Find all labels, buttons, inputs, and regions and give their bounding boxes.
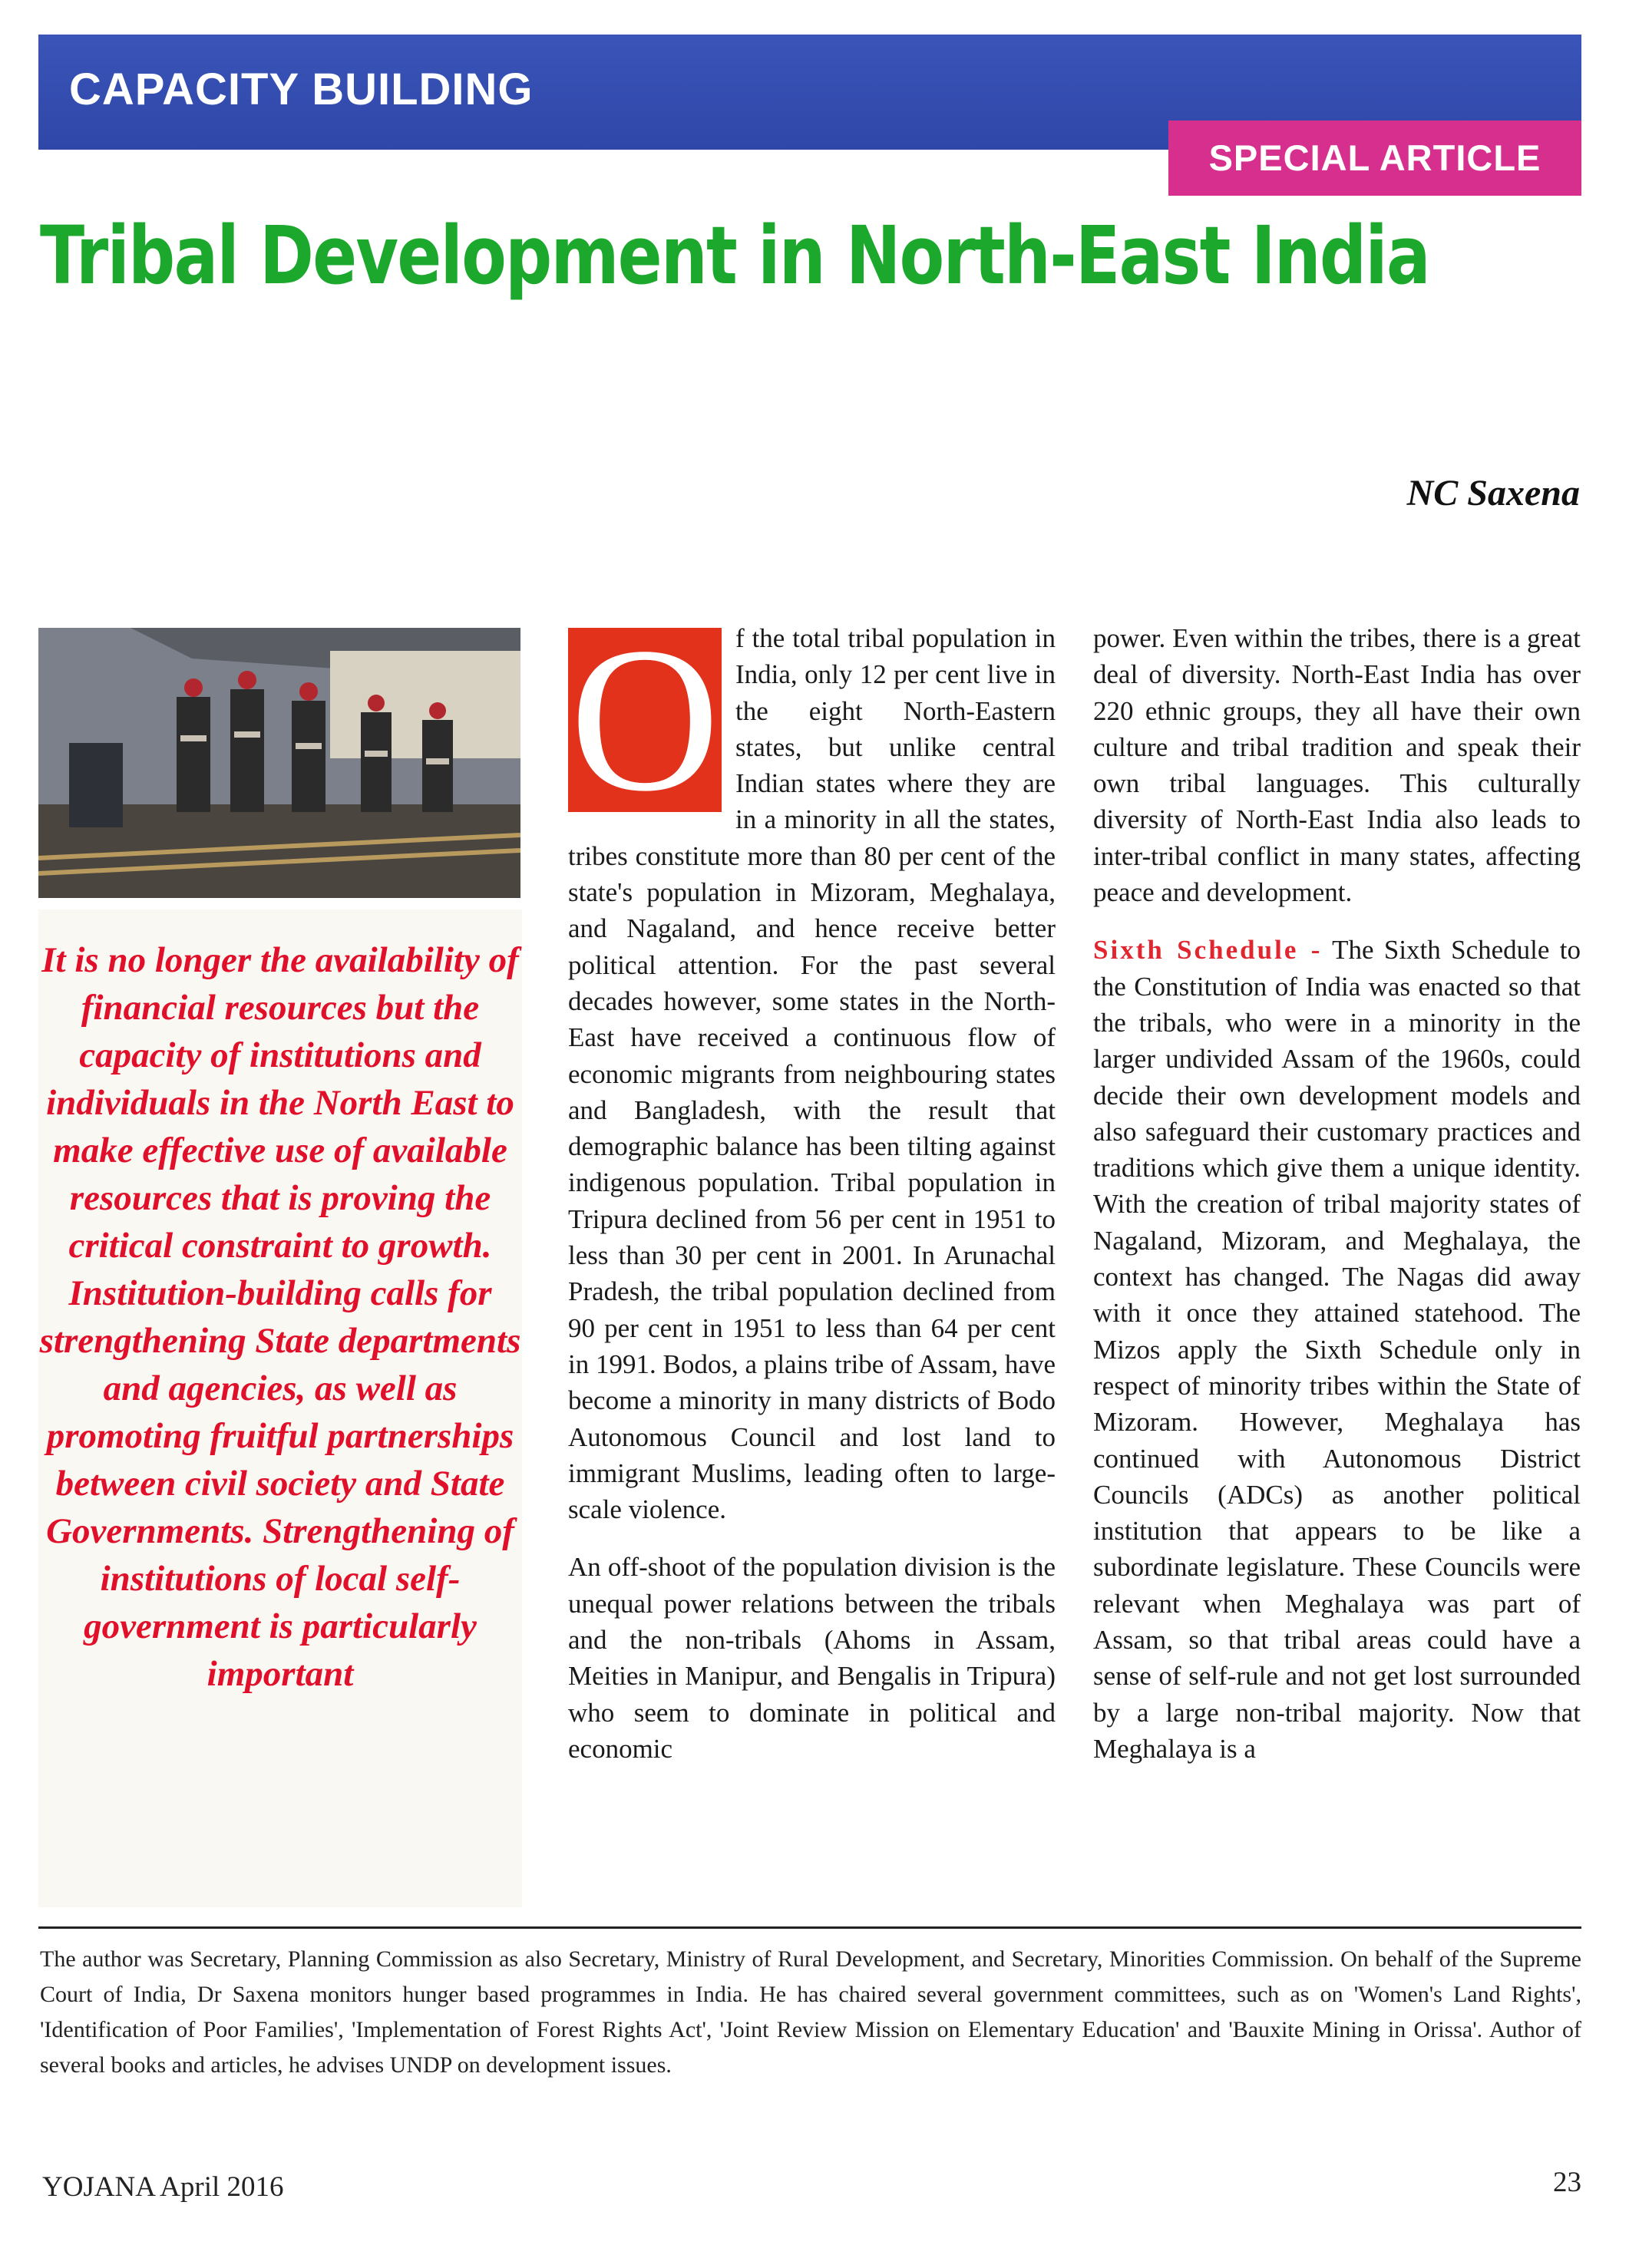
footnote-divider: [38, 1926, 1581, 1929]
magazine-footer: YOJANA April 2016: [42, 2171, 284, 2203]
section-label: CAPACITY BUILDING: [69, 64, 534, 114]
subhead-sixth-schedule: Sixth Schedule -: [1093, 935, 1323, 966]
dance-photo-illustration: [38, 628, 520, 898]
article-column-1: [568, 605, 1056, 1788]
page-number: 23: [1553, 2167, 1581, 2198]
paragraph-offshoot: An off-shoot of the population division is the unequal power relations between the tribals and the non-tribals (Ahoms in Assam, Meities in Manipur, and Bengalis in Tripura) who seem to dominate in political and economic: [568, 1552, 1056, 1764]
dance-photo: [38, 628, 520, 898]
author-byline: NC Saxena: [1406, 473, 1580, 513]
article-title: Tribal Development in North-East India: [40, 209, 1429, 302]
author-footnote: The author was Secretary, Planning Commission as also Secretary, Ministry of Rural Development, and Secretary, Minorities Commission. On behalf of the Supreme Court of India, Dr Saxena monitors hunger based programmes in India. He has chaired several government committees, such as on 'Women's Land Rights', 'Identification of Poor Families', 'Implementation of Forest Rights Act', 'Joint Review Mission on Elementary Education' and 'Bauxite Mining in Orissa'. Author of several books and articles, he advises UNDP on development issues.: [40, 1946, 1581, 2078]
article-column-2: [1093, 620, 1581, 1788]
pull-quote: It is no longer the availability of financial resources but the capacity of institutions and individuals in the North East to make effective use of available resources that is proving the critical constraint to growth. Institution-building calls for strengthening State departments and agencies, as well as promoting fruitful partnerships between civil society and State Governments. Strengthening of institutions of local self-government is particularly important: [38, 910, 522, 1907]
paragraph-intro-text: f the total tribal population in India, only 12 per cent live in the eight North-Eastern states, but unlike central Indian states where they are in a minority in all the states, tribes constitute more than 80 per cent of the state's population in Mizoram, Meghalaya, and Nagaland, and hence receive better political attention. For the past several decades however, some states in the North-East have received a continuous flow of economic migrants from neighbouring states and Bangladesh, with the result that demographic balance has been tilting against indigenous population. Tribal population in Tripura declined from 56 per cent in 1951 to less than 30 per cent in 2001. In Arunachal Pradesh, the tribal population declined from 90 per cent in 1951 to less than 64 per cent in 1991. Bodos, a plains tribe of Assam, have become a minority in many districts of Bodo Autonomous Council and lost land to immigrant Muslims, leading often to large-scale violence.: [568, 623, 1056, 1525]
drop-cap: O: [568, 628, 722, 812]
paragraph-sixth-schedule-text: The Sixth Schedule to the Constitution of India was enacted so that the tribals, who were in a minority in the larger undivided Assam of the 1960s, could decide their own development models and also safeguard their customary practices and traditions which give them a unique identity. With the creation of tribal majority states of Nagaland, Mizoram, and Meghalaya, the context has changed. The Nagas did away with it once they attained statehood. The Mizos apply the Sixth Schedule only in respect of minority tribes within the State of Mizoram. However, Meghalaya has continued with Autonomous District Councils (ADCs) as another political institution that appears to be like a subordinate legislature. These Councils were relevant when Meghalaya was part of Assam, so that tribal areas could have a sense of self-rule and not get lost surrounded by a large non-tribal majority. Now that Meghalaya is a: [1093, 935, 1581, 1764]
special-article-tag: SPECIAL ARTICLE: [1168, 120, 1581, 196]
paragraph-intro: [568, 605, 1056, 1527]
paragraph-sixth-schedule: [1093, 932, 1581, 1767]
paragraph-diversity: power. Even within the tribes, there is a great deal of diversity. North-East India has over 220 ethnic groups, they all have their own culture and tribal tradition and speak their own tribal languages. This culturally diversity of North-East India also leads to inter-tribal conflict in many states, affecting peace and development.: [1093, 623, 1581, 908]
